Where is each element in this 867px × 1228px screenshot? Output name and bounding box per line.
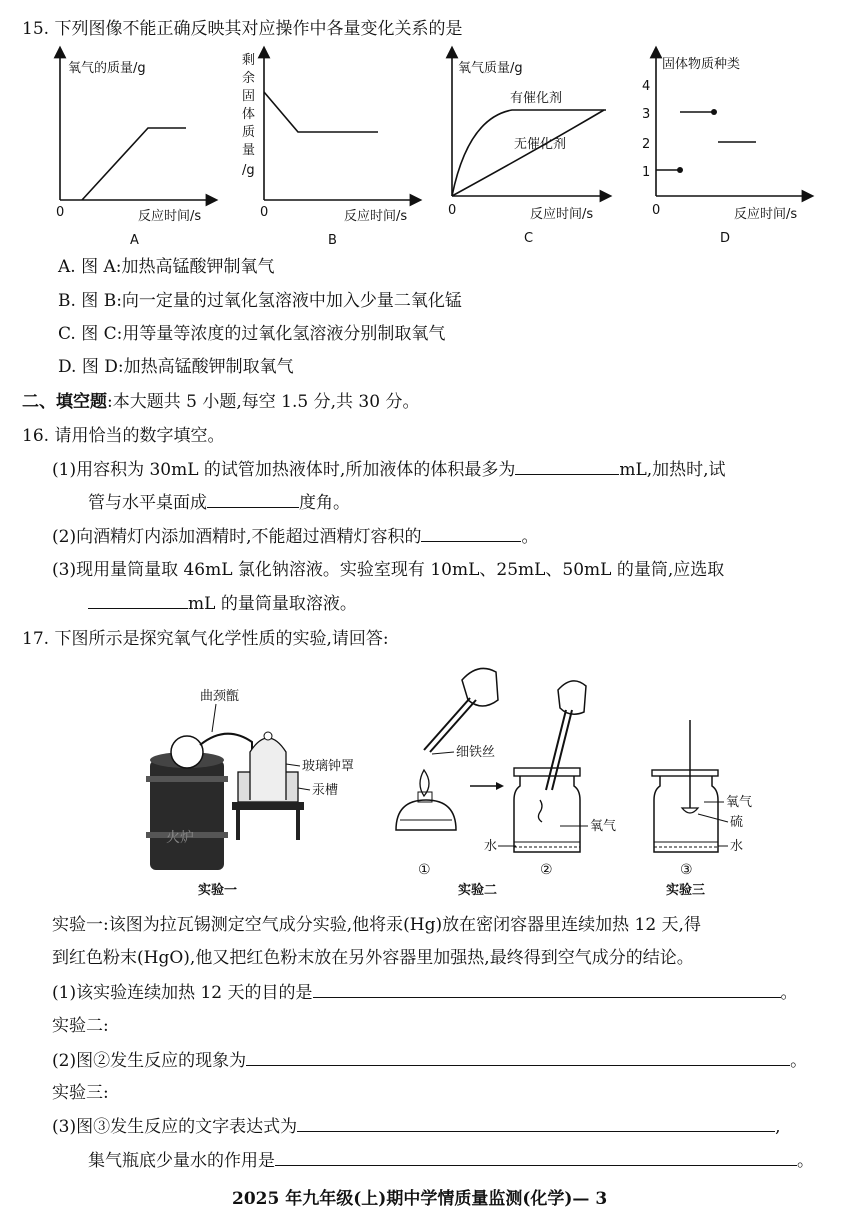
graph-b-curve — [264, 92, 378, 132]
graph-d-ytick-4: 4 — [642, 79, 651, 94]
page-footer: 2025 年九年级(上)期中学情质量监测(化学)— 3 — [232, 1189, 608, 1209]
exp1-label-retort: 曲颈甑 — [200, 689, 240, 704]
graph-a-caption: A — [130, 233, 139, 248]
graph-c-origin: 0 — [448, 203, 457, 218]
graph-b-ylabel-2: 余 — [242, 71, 256, 86]
graph-a — [56, 52, 212, 248]
graph-c-label-catalyst: 有催化剂 — [510, 91, 563, 106]
graph-c-label-nocatalyst: 无催化剂 — [514, 137, 567, 152]
graph-b-ylabel-7: /g — [242, 163, 255, 178]
exp2-apparatus — [396, 668, 616, 898]
q16-p1-text-d: 度角。 — [299, 493, 350, 513]
exp3-bottle — [654, 776, 718, 852]
q17-blank-1[interactable] — [313, 981, 781, 998]
q17-stem: 17. 下图所示是探究氧气化学性质的实验,请回答: — [22, 629, 389, 649]
q16-p2-text-b: 。 — [521, 527, 539, 547]
q16-part3-line1: (3)现用量筒量取 46mL 氯化钠溶液。实验室现有 10mL、25mL、50mL 的量筒,应选取 — [52, 560, 725, 580]
graph-b — [242, 52, 416, 248]
q16-part1-line1 — [52, 458, 726, 481]
exp2-label-water: 水 — [484, 839, 498, 854]
graph-a-ylabel: 氧气的质量/g — [68, 61, 146, 76]
exp2-tongs-1 — [424, 698, 470, 750]
exp1-label-furnace: 火炉 — [166, 830, 194, 846]
exp3-num: ③ — [680, 862, 693, 878]
exp1-apparatus — [146, 689, 354, 898]
q16-part2 — [52, 525, 538, 548]
graph-a-curve — [82, 128, 186, 200]
exp3-label-sulfur: 硫 — [730, 815, 744, 830]
graph-d-ytick-3: 3 — [642, 107, 651, 122]
graph-b-caption: B — [328, 233, 337, 248]
q15-option-b: B. 图 B:向一定量的过氧化氢溶液中加入少量二氧化锰 — [58, 291, 462, 311]
q17-blank-2[interactable] — [246, 1049, 790, 1066]
exp3-lid — [652, 770, 718, 776]
graph-d-dot-3 — [711, 109, 717, 115]
graph-b-xlabel: 反应时间/s — [344, 209, 408, 224]
graph-c-curve-nocatalyst — [452, 110, 604, 196]
q17-q3b-end: 。 — [797, 1151, 814, 1171]
graph-d-ytick-2: 2 — [642, 137, 651, 152]
exp3-label-oxygen: 氧气 — [726, 795, 753, 810]
q15-option-d: D. 图 D:加热高锰酸钾制取氧气 — [58, 357, 294, 377]
q17-q3b-text: 集气瓶底少量水的作用是 — [88, 1151, 275, 1171]
q16-stem: 16. 请用恰当的数字填空。 — [22, 426, 225, 446]
q16-p1-text-a: (1)用容积为 30mL 的试管加热液体时,所加液体的体积最多为 — [52, 460, 516, 480]
q15-graphs — [0, 40, 867, 290]
graph-c-caption: C — [524, 231, 534, 246]
q16-part1-line2 — [88, 491, 350, 514]
q16-blank-3[interactable] — [421, 525, 521, 542]
exp1-bell-jar — [250, 738, 286, 800]
exp3-spoon — [682, 808, 698, 813]
q16-part3-line2 — [88, 592, 357, 615]
q15-option-a: A. 图 A:加热高锰酸钾制氧气 — [58, 257, 275, 277]
q17-q3-text: (3)图③发生反应的文字表达式为 — [52, 1117, 298, 1137]
q17-question-3 — [52, 1115, 781, 1138]
q17-exp3-title: 实验三: — [52, 1083, 109, 1103]
graph-b-ylabel-4: 体 — [242, 107, 256, 122]
graph-c-ylabel: 氧气质量/g — [458, 61, 523, 76]
graph-d — [642, 52, 808, 246]
q17-q2-end: 。 — [790, 1051, 808, 1071]
q16-blank-1[interactable] — [515, 458, 619, 475]
q17-blank-3[interactable] — [297, 1115, 775, 1132]
q17-figure — [0, 655, 867, 905]
q15-option-c: C. 图 C:用等量等浓度的过氧化氢溶液分别制取氧气 — [58, 324, 446, 344]
q16-blank-4[interactable] — [88, 592, 188, 609]
exp2-label-oxygen: 氧气 — [590, 819, 617, 834]
graph-d-origin: 0 — [652, 203, 661, 218]
graph-d-caption: D — [720, 231, 731, 246]
graph-a-xlabel: 反应时间/s — [138, 209, 202, 224]
exp2-lamp — [396, 800, 456, 830]
q16-p3-text-b: mL 的量筒量取溶液。 — [188, 594, 357, 614]
section2-title: 二、填空题 — [22, 392, 107, 412]
graph-b-ylabel-1: 剩 — [242, 53, 256, 68]
graph-c — [448, 52, 606, 246]
exp3-apparatus — [652, 720, 752, 898]
graph-a-origin: 0 — [56, 205, 65, 220]
graph-b-origin: 0 — [260, 205, 269, 220]
graph-d-dot-1 — [677, 167, 683, 173]
q17-exp1-text-1: 实验一:该图为拉瓦锡测定空气成分实验,他将汞(Hg)放在密闭容器里连续加热 12 天,得 — [52, 915, 701, 935]
q17-q1-end: 。 — [780, 983, 798, 1003]
exp2-hand-2 — [558, 681, 586, 714]
graph-d-xlabel: 反应时间/s — [734, 207, 798, 222]
q17-question-2 — [52, 1049, 807, 1072]
exp1-label-trough: 汞槽 — [312, 783, 339, 798]
exp3-label-water: 水 — [730, 839, 744, 854]
section2-desc: :本大题共 5 小题,每空 1.5 分,共 30 分。 — [107, 392, 420, 412]
q17-exp1-text-2: 到红色粉末(HgO),他又把红色粉末放在另外容器里加强热,最终得到空气成分的结论。 — [52, 948, 694, 968]
q17-q2-text: (2)图②发生反应的现象为 — [52, 1051, 247, 1071]
exp2-num-2: ② — [540, 862, 553, 878]
q16-blank-2[interactable] — [207, 491, 299, 508]
exp3-caption: 实验三 — [666, 883, 706, 898]
q17-q1-text: (1)该实验连续加热 12 天的目的是 — [52, 983, 313, 1003]
q16-p2-text-a: (2)向酒精灯内添加酒精时,不能超过酒精灯容积的 — [52, 527, 422, 547]
q17-question-1 — [52, 981, 798, 1004]
exp1-caption: 实验一 — [198, 883, 238, 898]
q17-question-3b — [88, 1149, 814, 1172]
exp2-bottle-mouth — [514, 768, 580, 776]
section2-heading — [22, 391, 419, 413]
graph-d-ylabel: 固体物质种类 — [662, 57, 741, 72]
q17-exp2-title: 实验二: — [52, 1016, 109, 1036]
exp1-label-bell: 玻璃钟罩 — [302, 759, 355, 774]
q17-q3-end: , — [775, 1117, 781, 1137]
graph-b-ylabel-3: 固 — [242, 89, 256, 104]
graph-b-ylabel-5: 质 — [242, 125, 256, 140]
graph-b-ylabel-6: 量 — [242, 143, 256, 158]
q17-blank-4[interactable] — [275, 1149, 797, 1166]
exp2-caption: 实验二 — [458, 883, 498, 898]
graph-c-xlabel: 反应时间/s — [530, 207, 594, 222]
q16-p1-text-b: mL,加热时,试 — [619, 460, 726, 480]
q16-p1-text-c: 管与水平桌面成 — [88, 493, 207, 513]
exp2-num-1: ① — [418, 862, 431, 878]
q15-stem: 15. 下列图像不能正确反映其对应操作中各量变化关系的是 — [22, 19, 463, 39]
graph-d-ytick-1: 1 — [642, 165, 651, 180]
exp1-stand — [232, 802, 304, 810]
exp2-label-wire: 细铁丝 — [456, 745, 496, 760]
